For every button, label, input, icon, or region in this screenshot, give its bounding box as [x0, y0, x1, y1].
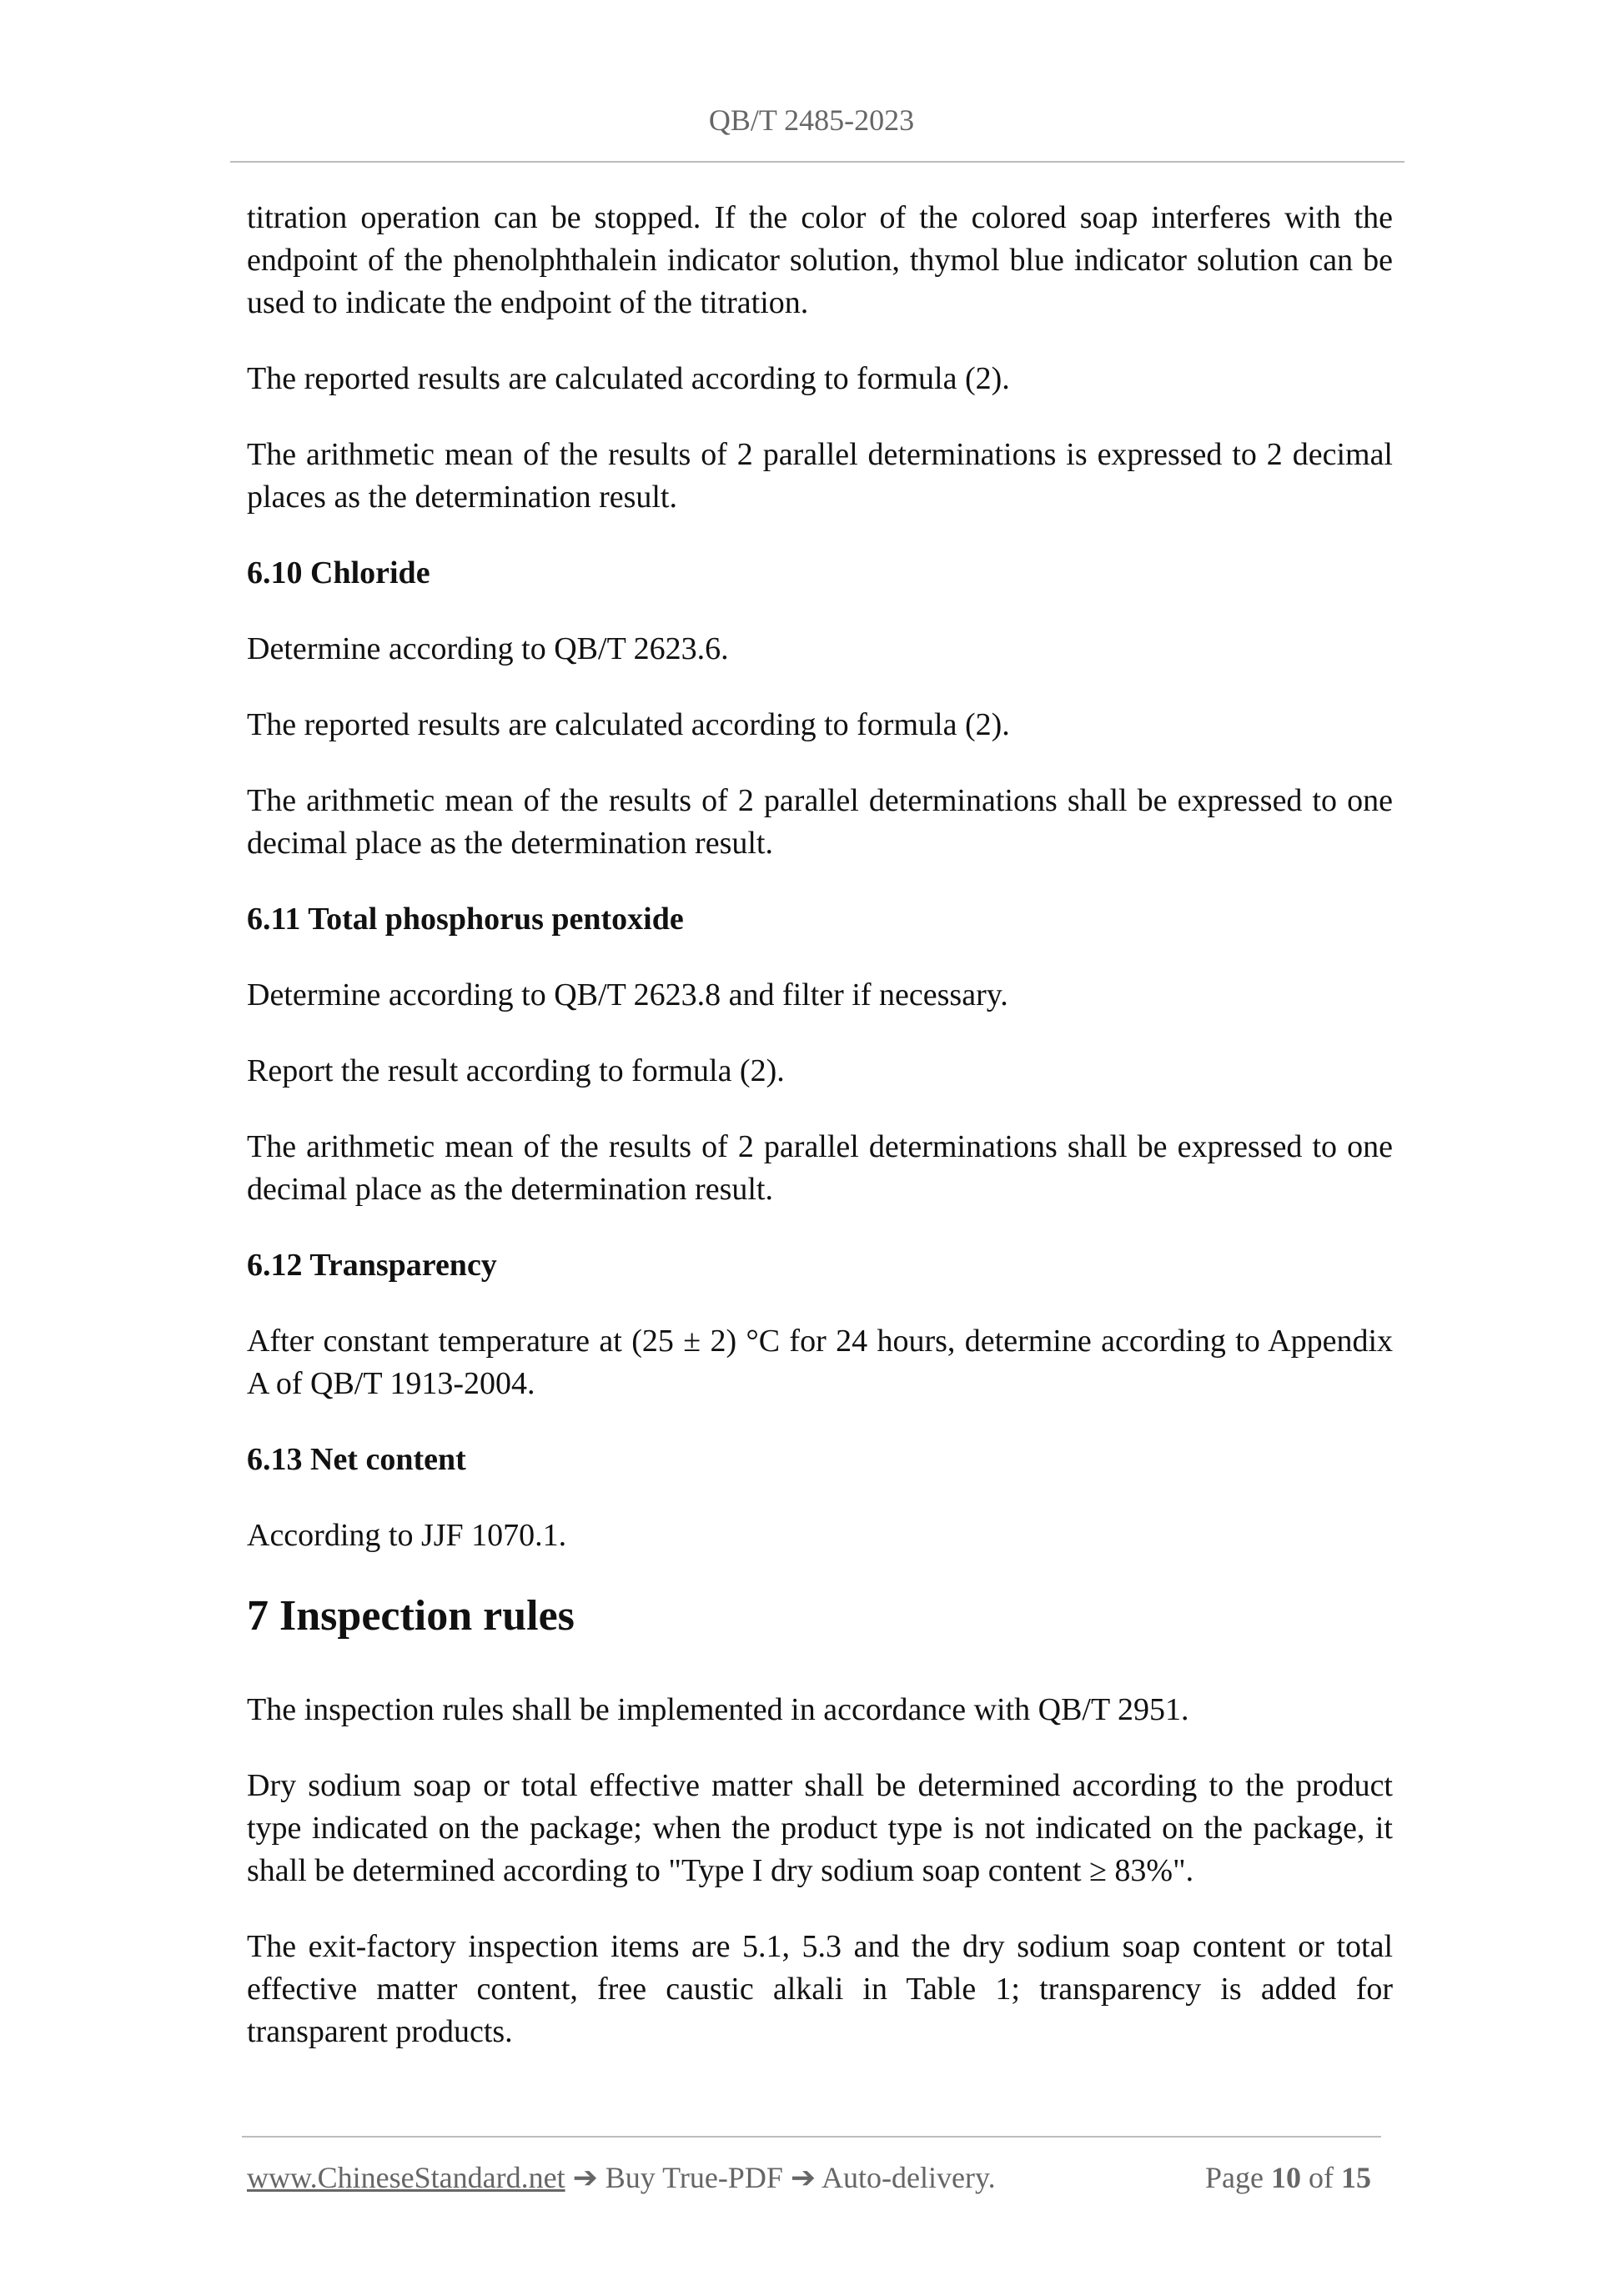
heading-7-inspection-rules: 7 Inspection rules — [247, 1592, 575, 1640]
auto-delivery-text: Auto-delivery. — [822, 2161, 996, 2194]
website-link[interactable]: www.ChineseStandard.net — [247, 2161, 565, 2194]
document-body — [247, 197, 1393, 2087]
footer-promo — [247, 2159, 996, 2196]
paragraph-chloride-mean: The arithmetic mean of the results of 2 parallel determinations shall be expressed to one decimal place as the determination result. — [247, 783, 1393, 861]
paragraph-phosphorus-results: Report the result according to formula (2). — [247, 1053, 785, 1088]
buy-true-pdf-text: Buy True-PDF — [605, 2161, 783, 2194]
paragraph-phosphorus-method: Determine according to QB/T 2623.8 and filter if necessary. — [247, 977, 1008, 1012]
heading-6-10-chloride: 6.10 Chloride — [247, 555, 430, 590]
paragraph-phosphorus-mean: The arithmetic mean of the results of 2 parallel determinations shall be expressed to one decimal place as the determination result. — [247, 1129, 1393, 1207]
page-footer — [247, 2159, 1381, 2196]
paragraph-chloride-results: The reported results are calculated according to formula (2). — [247, 707, 1010, 742]
footer-divider — [242, 2136, 1381, 2138]
of-label: of — [1309, 2161, 1334, 2194]
arrow-right-icon: ➔ — [790, 2161, 817, 2194]
paragraph-arithmetic-mean: The arithmetic mean of the results of 2 parallel determinations is expressed to 2 decimal places as the determination result. — [247, 437, 1393, 515]
page-label: Page — [1205, 2161, 1264, 2194]
paragraph-product-type: Dry sodium soap or total effective matter shall be determined according to the product type indicated on the package; when the product type is not indicated on the package, it shall be determined according to "Type I dry sodium soap content ≥ 83%". — [247, 1768, 1393, 1888]
paragraph-net-content-method: According to JJF 1070.1. — [247, 1518, 567, 1553]
page-number — [1205, 2159, 1371, 2196]
heading-6-11-phosphorus: 6.11 Total phosphorus pentoxide — [247, 902, 684, 937]
paragraph-inspection-rules: The inspection rules shall be implemented in accordance with QB/T 2951. — [247, 1692, 1189, 1727]
page-total: 15 — [1341, 2161, 1371, 2194]
heading-6-13-net-content: 6.13 Net content — [247, 1442, 466, 1477]
paragraph-transparency-method: After constant temperature at (25 ± 2) °C for 24 hours, determine according to Appendix A of QB/T 1913-2004. — [247, 1324, 1393, 1401]
header-divider — [230, 161, 1404, 163]
paragraph-titration-continuation: titration operation can be stopped. If the color of the colored soap interferes with the endpoint of the phenolphthalein indicator solution, thymol blue indicator solution can be used to indicate the endpoint of the titration. — [247, 200, 1393, 320]
heading-6-12-transparency: 6.12 Transparency — [247, 1248, 497, 1283]
paragraph-reported-results: The reported results are calculated according to formula (2). — [247, 361, 1010, 396]
page-header-title: QB/T 2485-2023 — [708, 103, 915, 137]
paragraph-chloride-method: Determine according to QB/T 2623.6. — [247, 631, 729, 666]
page-current: 10 — [1271, 2161, 1301, 2194]
paragraph-exit-factory-items: The exit-factory inspection items are 5.1, 5.3 and the dry sodium soap content or total effective matter content, free caustic alkali in Table 1; transparency is added for transparent products. — [247, 1929, 1393, 2049]
arrow-right-icon: ➔ — [572, 2161, 598, 2194]
